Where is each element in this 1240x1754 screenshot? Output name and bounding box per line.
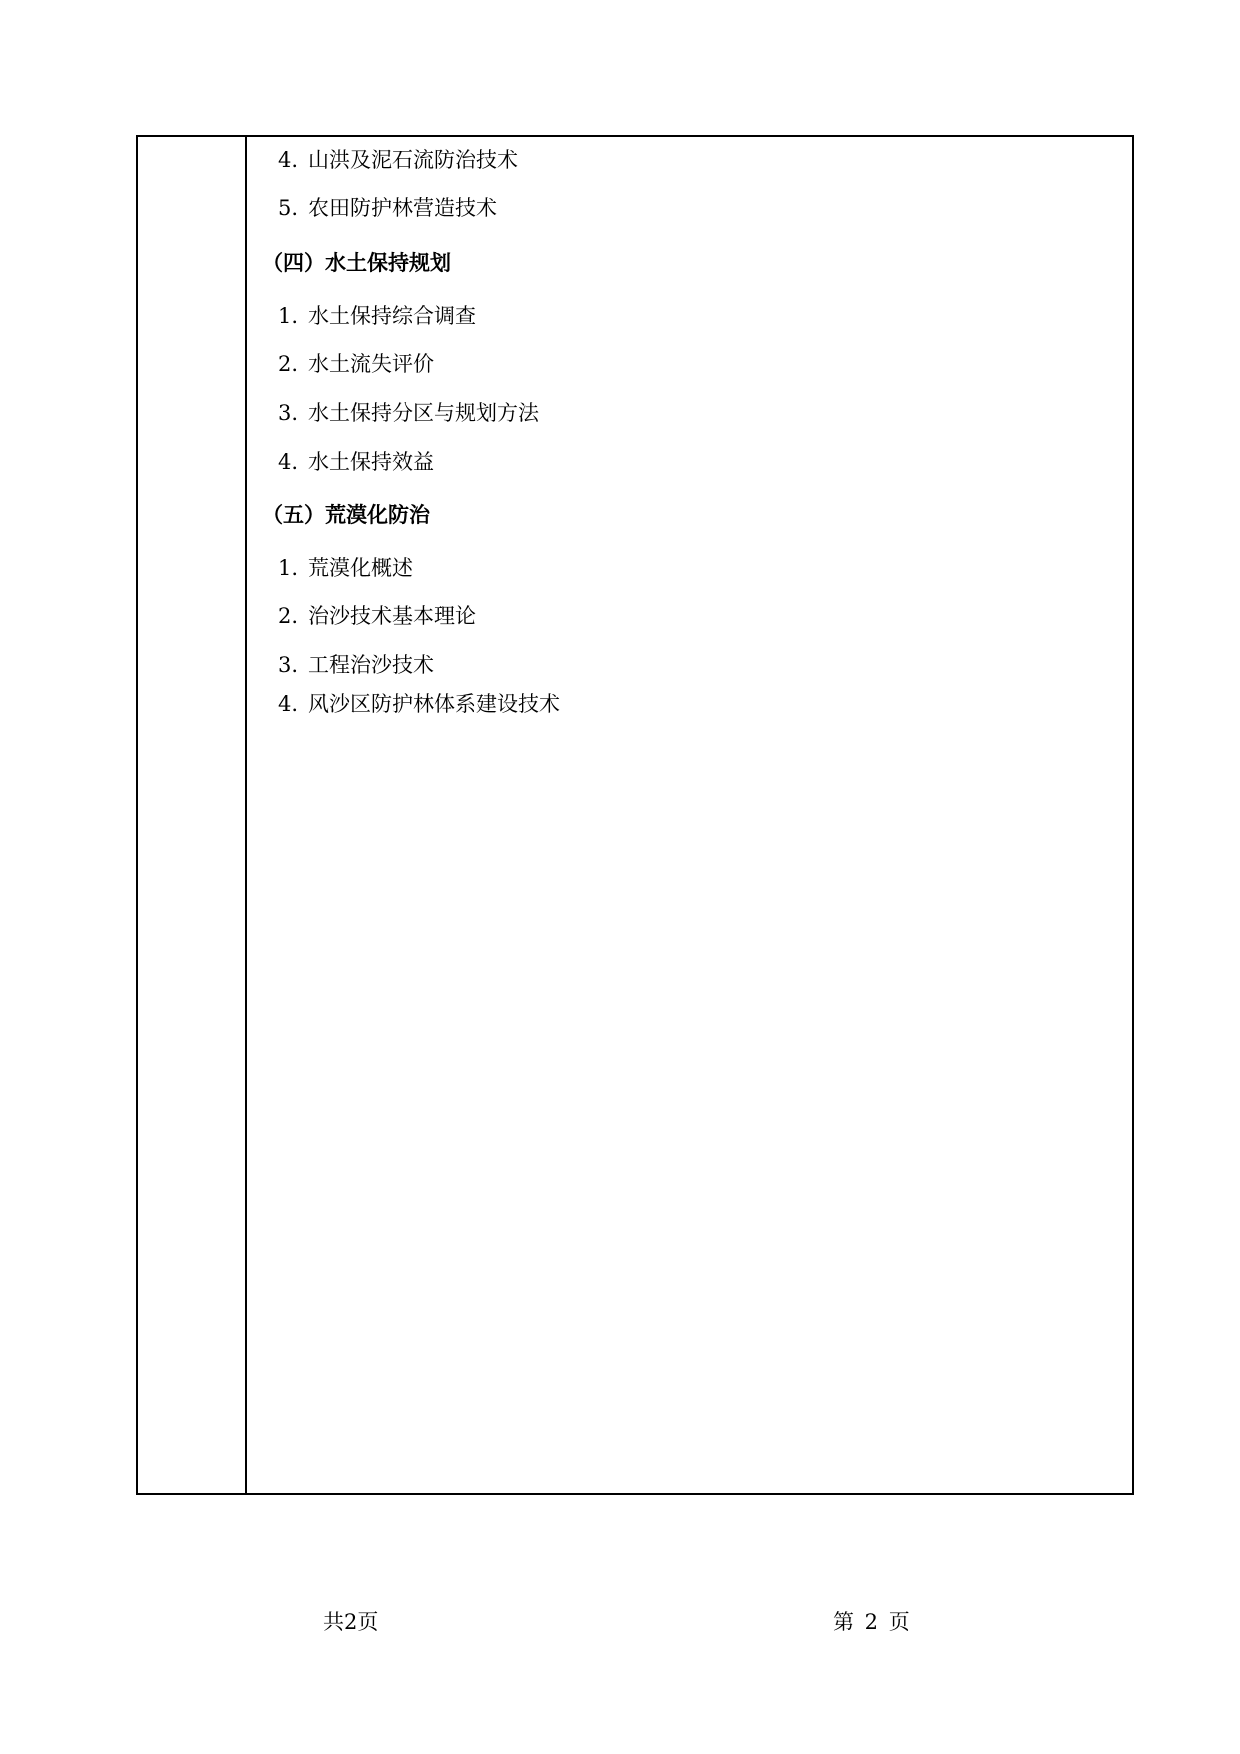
list-item-number: 3.: [278, 401, 299, 425]
list-item-number: 1.: [278, 556, 299, 580]
list-item: [278, 304, 476, 328]
list-item-text: 水土保持分区与规划方法: [308, 401, 539, 425]
list-item-number: 4.: [278, 692, 299, 716]
list-item-text: 风沙区防护林体系建设技术: [308, 692, 560, 716]
list-item: [278, 196, 497, 220]
list-item-number: 4.: [278, 148, 299, 172]
list-item-text: 荒漠化概述: [308, 556, 413, 580]
table-column-divider: [245, 135, 247, 1495]
list-item-number: 2.: [278, 604, 299, 628]
list-item-text: 山洪及泥石流防治技术: [308, 148, 518, 172]
list-item: [278, 450, 434, 474]
page-number-label: 第 2 页: [833, 1610, 910, 1634]
list-item: [278, 352, 434, 376]
section-heading-5: （五）荒漠化防治: [262, 502, 430, 527]
list-item: [278, 692, 560, 716]
table-frame: [136, 135, 1134, 1495]
list-item-text: 水土保持综合调查: [308, 304, 476, 328]
list-item: [278, 653, 434, 677]
list-item: [278, 604, 476, 628]
list-item-text: 水土流失评价: [308, 352, 434, 376]
list-item-number: 1.: [278, 304, 299, 328]
list-item-text: 治沙技术基本理论: [308, 604, 476, 628]
list-item: [278, 556, 413, 580]
list-item-text: 农田防护林营造技术: [308, 196, 497, 220]
section-heading-4: （四）水土保持规划: [262, 250, 451, 275]
list-item: [278, 148, 518, 172]
total-pages-label: 共2页: [323, 1610, 379, 1634]
list-item-number: 3.: [278, 653, 299, 677]
list-item: [278, 401, 539, 425]
list-item-number: 2.: [278, 352, 299, 376]
list-item-text: 水土保持效益: [308, 450, 434, 474]
list-item-text: 工程治沙技术: [308, 653, 434, 677]
list-item-number: 5.: [278, 196, 299, 220]
list-item-number: 4.: [278, 450, 299, 474]
